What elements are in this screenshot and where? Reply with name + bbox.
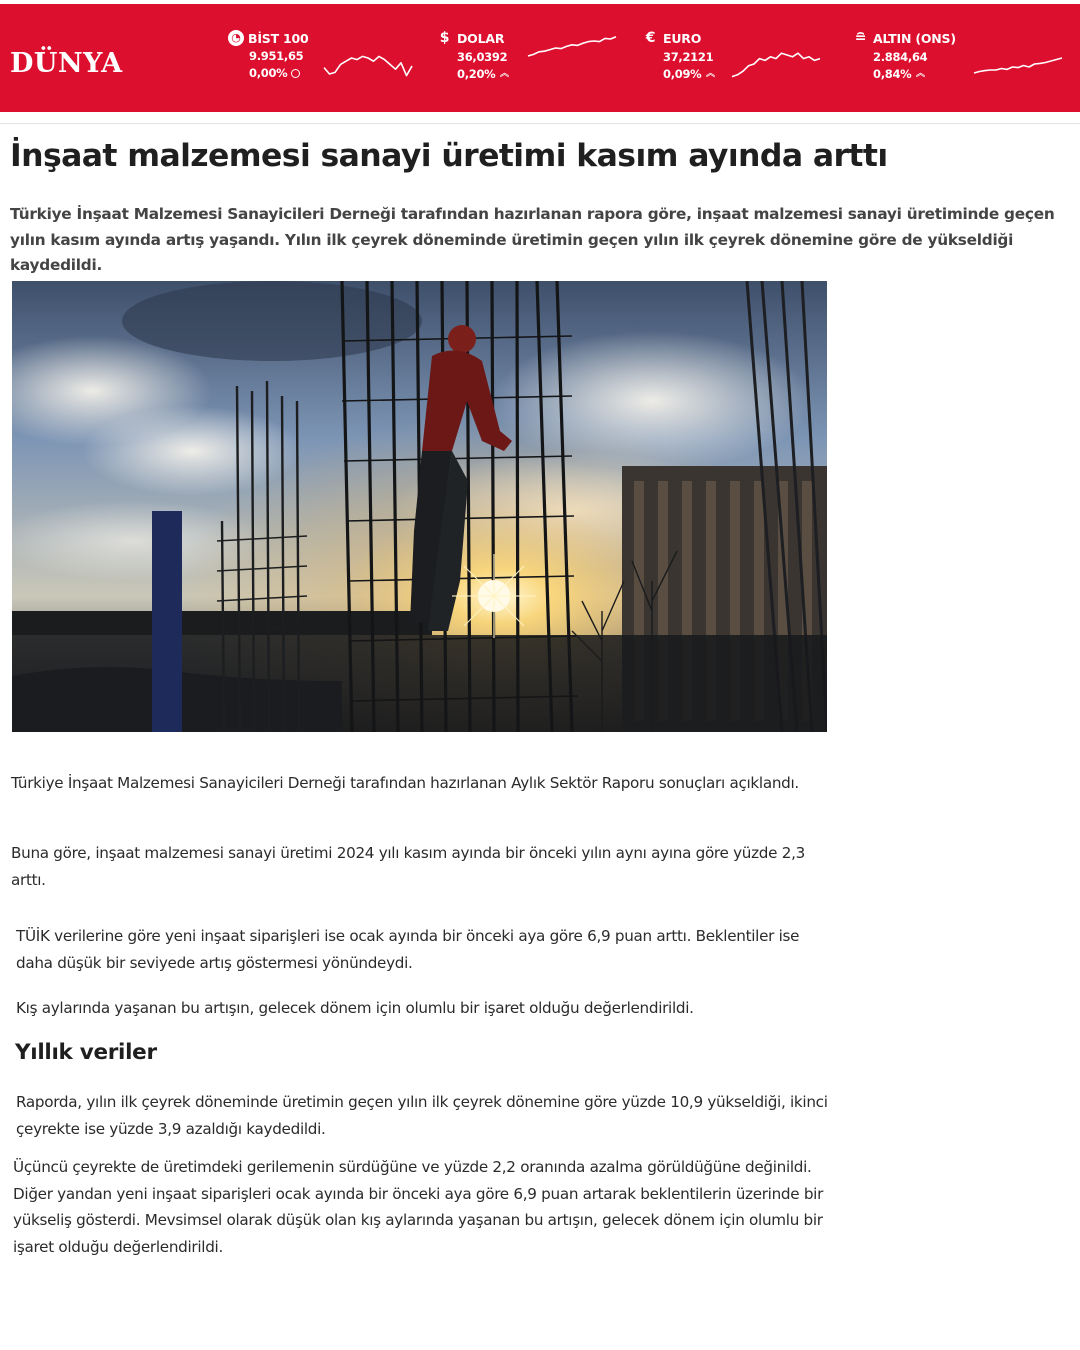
ticker-value: 37,2121 — [663, 50, 714, 64]
gold-bars-icon: ≘ — [854, 30, 867, 46]
ticker-change: 0,20% — [457, 67, 496, 81]
sparkline-euro — [730, 44, 822, 84]
market-header-bar — [0, 4, 1080, 112]
article-title: İnşaat malzemesi sanayi üretimi kasım ayında arttı — [10, 138, 888, 174]
article-paragraph: Üçüncü çeyrekte de üretimdeki gerilemenin sürdüğüne ve yüzde 2,2 oranında azalma görüldüğüne değinildi. Diğer yandan yeni inşaat siparişleri ocak ayında bir önceki aya göre 6,9 puan artarak beklentilerin üzerinde bir yükseliş gösterdi. Mevsimsel olarak düşük olan kış aylarında yaşanan bu artışın, gelecek dönem için olumlu bir işaret olduğu değerlendirildi. — [13, 1158, 824, 1256]
ticker-name: EURO — [663, 31, 702, 46]
ticker-value: 2.884,64 — [873, 50, 928, 64]
ticker-name: BİST 100 — [248, 30, 309, 46]
article-paragraph: TÜİK verilerine göre yeni inşaat siparişleri ise ocak ayında bir önceki aya göre 6,9 puan arttı. Beklentiler ise daha düşük bir seviyede artış göstermesi yönündeydi. — [16, 927, 800, 972]
sparkline-path — [732, 53, 820, 76]
construction-photo — [12, 281, 827, 732]
ticker-change: 0,00% — [249, 66, 288, 80]
euro-icon: € — [645, 30, 656, 46]
sparkline-path — [974, 58, 1062, 73]
ticker-name: ALTIN (ONS) — [873, 31, 956, 46]
dollar-icon: $ — [439, 30, 450, 46]
neutral-circle-icon — [291, 69, 300, 78]
sparkline-path — [528, 37, 616, 56]
header-divider — [0, 123, 1080, 124]
ticker-bist100[interactable] — [228, 30, 418, 92]
double-chevron-up-icon: ︽ — [500, 69, 509, 79]
ticker-change: 0,09% — [663, 67, 702, 81]
sparkline-path — [324, 56, 412, 75]
double-chevron-up-icon: ︽ — [916, 69, 925, 79]
article-paragraph: Raporda, yılın ilk çeyrek döneminde üretimin geçen yılın ilk çeyrek dönemine göre yüzde 10,9 yükseldiği, ikinci çeyrekte ise yüzde 3,9 azaldığı kaydedildi. — [16, 1093, 828, 1138]
ticker-euro[interactable] — [642, 30, 832, 92]
section-heading: Yıllık veriler — [15, 1040, 157, 1065]
ticker-altin[interactable] — [852, 30, 1072, 92]
sparkline-dolar — [526, 30, 618, 66]
article-paragraph: Kış aylarında yaşanan bu artışın, gelecek dönem için olumlu bir işaret olduğu değerlendirildi. — [16, 999, 694, 1017]
article-paragraph: Buna göre, inşaat malzemesi sanayi üretimi 2024 yılı kasım ayında bir önceki yılın aynı ayına göre yüzde 2,3 arttı. — [11, 844, 805, 889]
bist-gauge-icon: ◔ — [228, 30, 244, 46]
site-logo[interactable]: DÜNYA — [10, 48, 123, 79]
ticker-name: DOLAR — [457, 31, 505, 46]
article-paragraph: Türkiye İnşaat Malzemesi Sanayicileri Derneği tarafından hazırlanan Aylık Sektör Raporu sonuçları açıklandı. — [11, 774, 799, 792]
sparkline-bist100 — [322, 48, 414, 84]
ticker-dolar[interactable] — [436, 30, 626, 92]
article-hero-image[interactable] — [12, 281, 827, 732]
double-chevron-up-icon: ︽ — [706, 69, 715, 79]
sparkline-altin — [972, 50, 1064, 84]
ticker-change: 0,84% — [873, 67, 912, 81]
article-lead: Türkiye İnşaat Malzemesi Sanayicileri Derneği tarafından hazırlanan rapora göre, inşaat malzemesi sanayi üretiminde geçen yılın kasım ayında artış yaşandı. Yılın ilk çeyrek döneminde üretimin geçen yılın ilk çeyrek dönemine göre de yükseldiği kaydedildi. — [10, 205, 1055, 274]
ticker-value: 36,0392 — [457, 50, 508, 64]
ticker-value: 9.951,65 — [249, 49, 304, 63]
